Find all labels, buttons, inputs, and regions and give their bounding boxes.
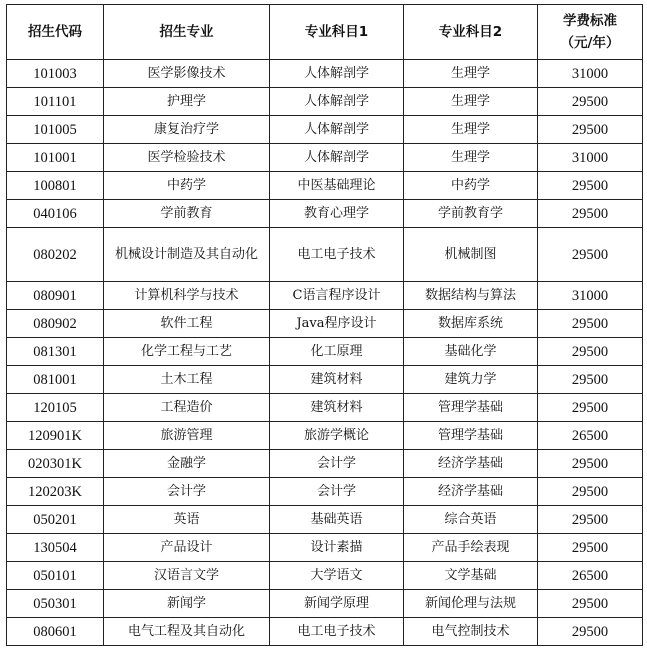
cell-major: 化学工程与工艺 (104, 338, 270, 366)
table-row (7, 338, 643, 366)
cell-fee: 31000 (538, 282, 643, 310)
cell-subject1: 建筑材料 (270, 394, 404, 422)
cell-subject1: 基础英语 (270, 506, 404, 534)
table-row (7, 506, 643, 534)
table-row (7, 116, 643, 144)
cell-code: 120203K (7, 478, 104, 506)
cell-subject2: 新闻伦理与法规 (404, 590, 538, 618)
cell-subject1: 大学语文 (270, 562, 404, 590)
table-row (7, 88, 643, 116)
cell-subject1: Java程序设计 (270, 310, 404, 338)
cell-subject2: 综合英语 (404, 506, 538, 534)
cell-subject2: 学前教育学 (404, 200, 538, 228)
cell-fee: 29500 (538, 618, 643, 646)
table-row (7, 394, 643, 422)
table-row (7, 450, 643, 478)
cell-subject1: 人体解剖学 (270, 144, 404, 172)
table-row (7, 60, 643, 88)
table-row (7, 200, 643, 228)
cell-code: 101001 (7, 144, 104, 172)
cell-fee: 29500 (538, 450, 643, 478)
table-row (7, 422, 643, 450)
table-body (7, 60, 643, 646)
cell-subject2: 生理学 (404, 60, 538, 88)
table-row (7, 562, 643, 590)
cell-code: 130504 (7, 534, 104, 562)
header-fee-line2: （元/年） (560, 35, 620, 51)
cell-subject2: 电气控制技术 (404, 618, 538, 646)
cell-code: 050301 (7, 590, 104, 618)
cell-code: 100801 (7, 172, 104, 200)
cell-code: 120105 (7, 394, 104, 422)
cell-fee: 29500 (538, 394, 643, 422)
cell-major: 机械设计制造及其自动化 (104, 228, 270, 282)
cell-subject1: 建筑材料 (270, 366, 404, 394)
cell-major: 旅游管理 (104, 422, 270, 450)
header-code: 招生代码 (7, 5, 104, 60)
cell-subject2: 生理学 (404, 116, 538, 144)
table-row (7, 144, 643, 172)
cell-subject1: 会计学 (270, 478, 404, 506)
cell-code: 120901K (7, 422, 104, 450)
cell-subject1: C语言程序设计 (270, 282, 404, 310)
cell-fee: 29500 (538, 88, 643, 116)
cell-major: 电气工程及其自动化 (104, 618, 270, 646)
cell-code: 080901 (7, 282, 104, 310)
cell-major: 医学影像技术 (104, 60, 270, 88)
table-row (7, 282, 643, 310)
table-row (7, 590, 643, 618)
cell-major: 土木工程 (104, 366, 270, 394)
cell-subject2: 机械制图 (404, 228, 538, 282)
table-row (7, 478, 643, 506)
cell-subject1: 电工电子技术 (270, 618, 404, 646)
cell-subject1: 旅游学概论 (270, 422, 404, 450)
cell-code: 050201 (7, 506, 104, 534)
header-major: 招生专业 (104, 5, 270, 60)
cell-fee: 29500 (538, 506, 643, 534)
cell-subject2: 管理学基础 (404, 394, 538, 422)
header-subject1: 专业科目1 (270, 5, 404, 60)
cell-code: 080202 (7, 228, 104, 282)
table-row (7, 534, 643, 562)
cell-subject2: 中药学 (404, 172, 538, 200)
cell-code: 020301K (7, 450, 104, 478)
cell-fee: 26500 (538, 562, 643, 590)
cell-fee: 29500 (538, 310, 643, 338)
cell-subject1: 新闻学原理 (270, 590, 404, 618)
cell-fee: 29500 (538, 338, 643, 366)
cell-code: 101003 (7, 60, 104, 88)
cell-fee: 29500 (538, 478, 643, 506)
cell-subject2: 建筑力学 (404, 366, 538, 394)
cell-subject2: 数据库系统 (404, 310, 538, 338)
cell-fee: 29500 (538, 200, 643, 228)
cell-fee: 31000 (538, 60, 643, 88)
cell-subject2: 生理学 (404, 144, 538, 172)
cell-fee: 29500 (538, 534, 643, 562)
cell-subject1: 教育心理学 (270, 200, 404, 228)
cell-major: 中药学 (104, 172, 270, 200)
cell-subject2: 经济学基础 (404, 478, 538, 506)
cell-subject1: 电工电子技术 (270, 228, 404, 282)
cell-subject2: 生理学 (404, 88, 538, 116)
cell-subject2: 数据结构与算法 (404, 282, 538, 310)
cell-subject1: 会计学 (270, 450, 404, 478)
cell-code: 101101 (7, 88, 104, 116)
cell-code: 080902 (7, 310, 104, 338)
cell-subject2: 管理学基础 (404, 422, 538, 450)
cell-fee: 29500 (538, 116, 643, 144)
cell-fee: 26500 (538, 422, 643, 450)
cell-subject1: 人体解剖学 (270, 88, 404, 116)
cell-major: 会计学 (104, 478, 270, 506)
cell-major: 学前教育 (104, 200, 270, 228)
cell-code: 050101 (7, 562, 104, 590)
header-subject2: 专业科目2 (404, 5, 538, 60)
cell-subject1: 人体解剖学 (270, 60, 404, 88)
cell-major: 金融学 (104, 450, 270, 478)
cell-code: 101005 (7, 116, 104, 144)
cell-subject2: 经济学基础 (404, 450, 538, 478)
tuition-fee-table (6, 4, 643, 646)
cell-subject1: 化工原理 (270, 338, 404, 366)
cell-major: 英语 (104, 506, 270, 534)
table-row (7, 366, 643, 394)
cell-major: 护理学 (104, 88, 270, 116)
table-row (7, 310, 643, 338)
cell-major: 医学检验技术 (104, 144, 270, 172)
cell-code: 081301 (7, 338, 104, 366)
cell-major: 软件工程 (104, 310, 270, 338)
cell-major: 计算机科学与技术 (104, 282, 270, 310)
cell-fee: 31000 (538, 144, 643, 172)
cell-major: 康复治疗学 (104, 116, 270, 144)
cell-subject1: 中医基础理论 (270, 172, 404, 200)
table-row (7, 228, 643, 282)
cell-fee: 29500 (538, 590, 643, 618)
cell-fee: 29500 (538, 228, 643, 282)
cell-code: 040106 (7, 200, 104, 228)
cell-subject1: 人体解剖学 (270, 116, 404, 144)
cell-subject1: 设计素描 (270, 534, 404, 562)
header-fee (538, 5, 643, 60)
cell-subject2: 文学基础 (404, 562, 538, 590)
cell-major: 产品设计 (104, 534, 270, 562)
cell-subject2: 产品手绘表现 (404, 534, 538, 562)
cell-major: 工程造价 (104, 394, 270, 422)
cell-major: 汉语言文学 (104, 562, 270, 590)
table-row (7, 172, 643, 200)
table-row (7, 618, 643, 646)
cell-fee: 29500 (538, 172, 643, 200)
cell-code: 080601 (7, 618, 104, 646)
header-fee-line1: 学费标准 (563, 13, 617, 29)
cell-fee: 29500 (538, 366, 643, 394)
cell-subject2: 基础化学 (404, 338, 538, 366)
cell-code: 081001 (7, 366, 104, 394)
table-header-row (7, 5, 643, 60)
cell-major: 新闻学 (104, 590, 270, 618)
